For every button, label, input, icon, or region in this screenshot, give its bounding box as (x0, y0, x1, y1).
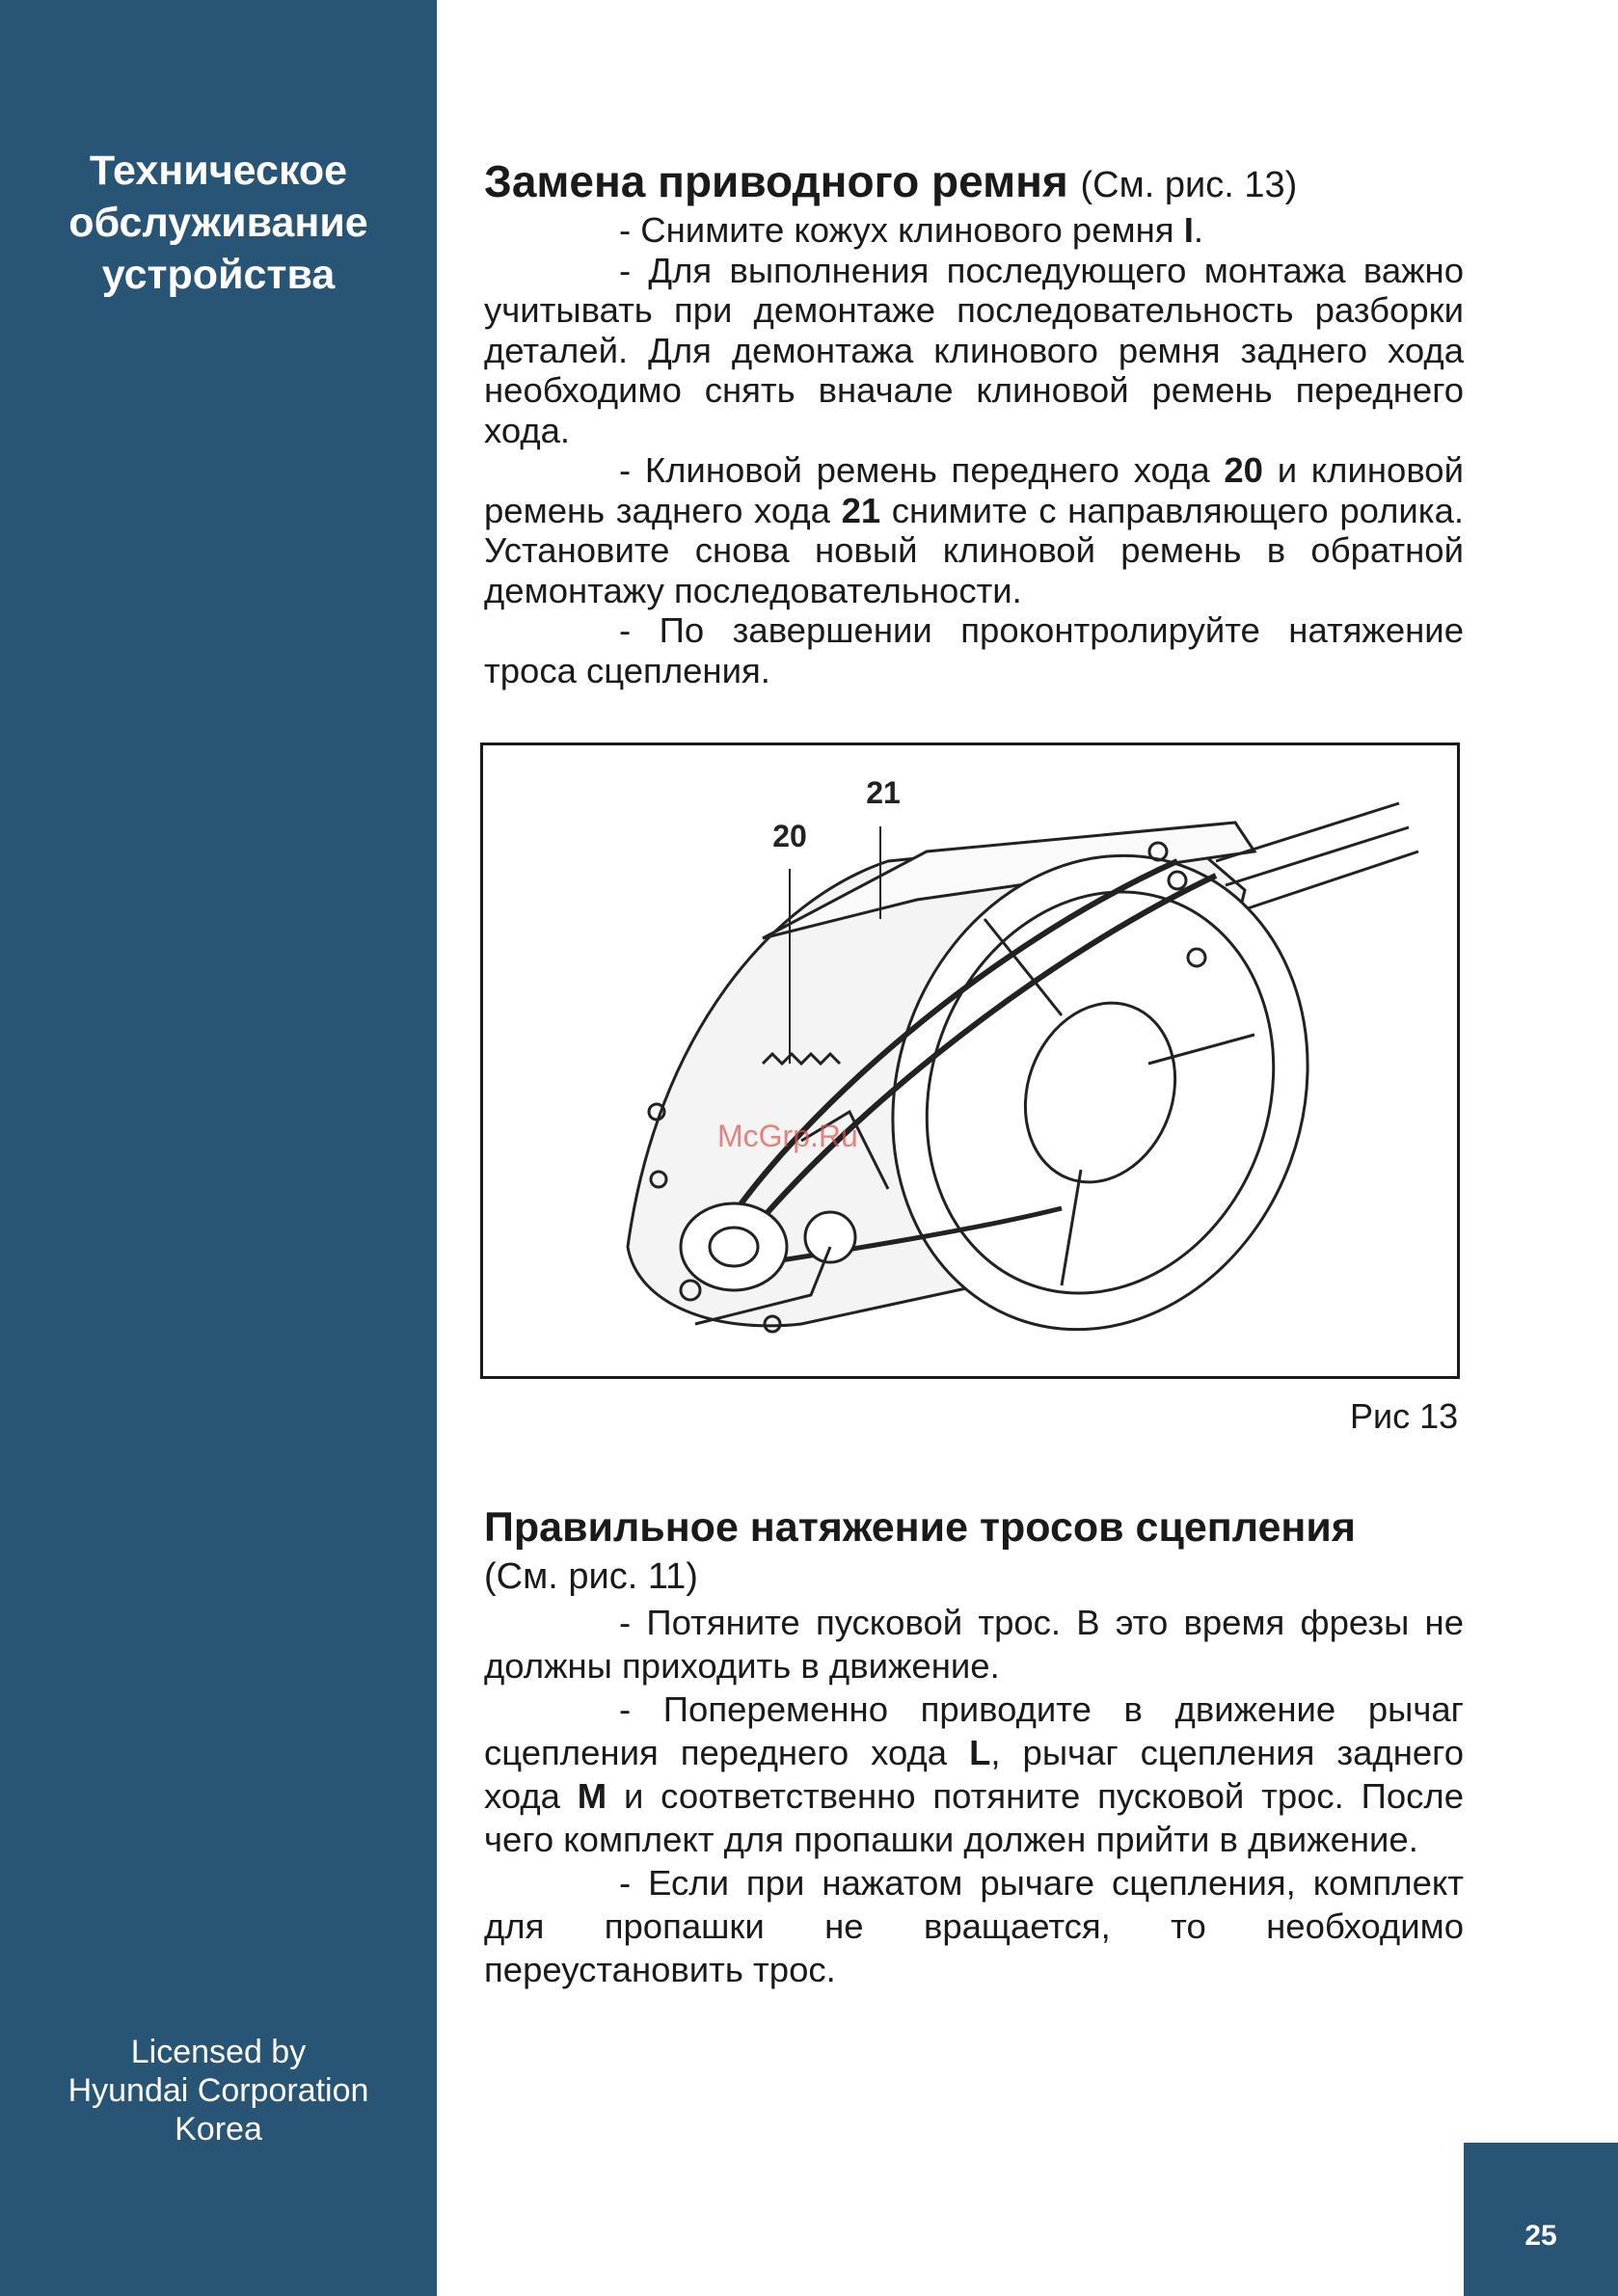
section2-body (484, 1601, 1464, 1991)
section1-paragraph-4 (484, 610, 1464, 690)
text-run: - Для выполнения последующего монтажа важно учитывать при демонтаже последовательность разборки деталей. Для демонтажа клинового ремня заднего хода необходимо снять вначале клиновой ремень переднего хода. (484, 250, 1464, 450)
text-run: . (1193, 210, 1203, 250)
figure-13 (480, 743, 1460, 1379)
section2-heading: Правильное натяжение тросов сцепления (484, 1504, 1356, 1551)
callout-21: 21 (866, 775, 901, 810)
section1-heading-ref: (См. рис. 13) (1080, 165, 1298, 205)
text-run: - По завершении проконтролируйте натяжение троса сцепления. (484, 610, 1464, 690)
page-number-box (1464, 2143, 1618, 2296)
callout-20: 20 (772, 819, 807, 853)
section-title-line: устройства (101, 252, 336, 298)
license-line: Licensed by (130, 2034, 307, 2070)
text-run: - Если при нажатом рычаге сцепления, комплект для пропашки не вращается, то необходимо переустановить трос. (484, 1863, 1464, 1989)
section1-paragraph-2 (484, 251, 1464, 451)
text-run: - Попеременно приводите в движение рычаг сцепления переднего хода (484, 1689, 1464, 1772)
watermark: McGrp.Ru (717, 1119, 858, 1153)
section2-heading-ref (484, 1556, 1464, 1598)
bold-ref: M (577, 1776, 607, 1816)
text-run: - Снимите кожух клинового ремня (619, 210, 1184, 250)
section1-paragraph-3 (484, 450, 1464, 610)
license-note (19, 2033, 418, 2148)
text-run: снимите с направляющего ролика. Установите снова новый клиновой ремень в обратной демонтажу последовательности. (484, 490, 1465, 610)
text-run: и клиновой ремень заднего хода (484, 450, 1464, 530)
bold-ref: L (969, 1733, 991, 1772)
bold-ref: 21 (841, 490, 881, 530)
section1-body (484, 210, 1464, 690)
section2-paragraph-3 (484, 1861, 1464, 1991)
text-run: - Клиновой ремень переднего хода (619, 450, 1225, 490)
figure-caption: Рис 13 (1350, 1396, 1459, 1436)
license-line: Hyundai Corporation (67, 2072, 369, 2109)
text-run: , рычаг сцепления заднего хода (484, 1733, 1464, 1816)
page-number: 25 (1524, 2220, 1557, 2252)
section-title-line: Техническое (89, 148, 348, 194)
section-title-line: обслуживание (68, 200, 368, 246)
heading-ref-text: (См. рис. 11) (484, 1556, 698, 1597)
sidebar (0, 0, 437, 2296)
bold-ref: 20 (1224, 450, 1263, 490)
section2-paragraph-1 (484, 1601, 1464, 1688)
text-run: и соответственно потяните пусковой трос. После чего комплект для пропашки должен прийти в движение. (484, 1776, 1464, 1859)
section1-heading-text: Замена приводного ремня (484, 156, 1068, 206)
bold-ref: I (1183, 210, 1194, 250)
text-run: - Потяните пусковой трос. В это время фрезы не должны приходить в движение. (484, 1603, 1464, 1686)
license-line: Korea (175, 2111, 262, 2147)
section1-paragraph-1 (484, 210, 1464, 251)
belt-drive-illustration (483, 745, 1457, 1376)
section1-heading (484, 154, 1464, 212)
section-title (19, 145, 418, 301)
section2-paragraph-2 (484, 1688, 1464, 1861)
